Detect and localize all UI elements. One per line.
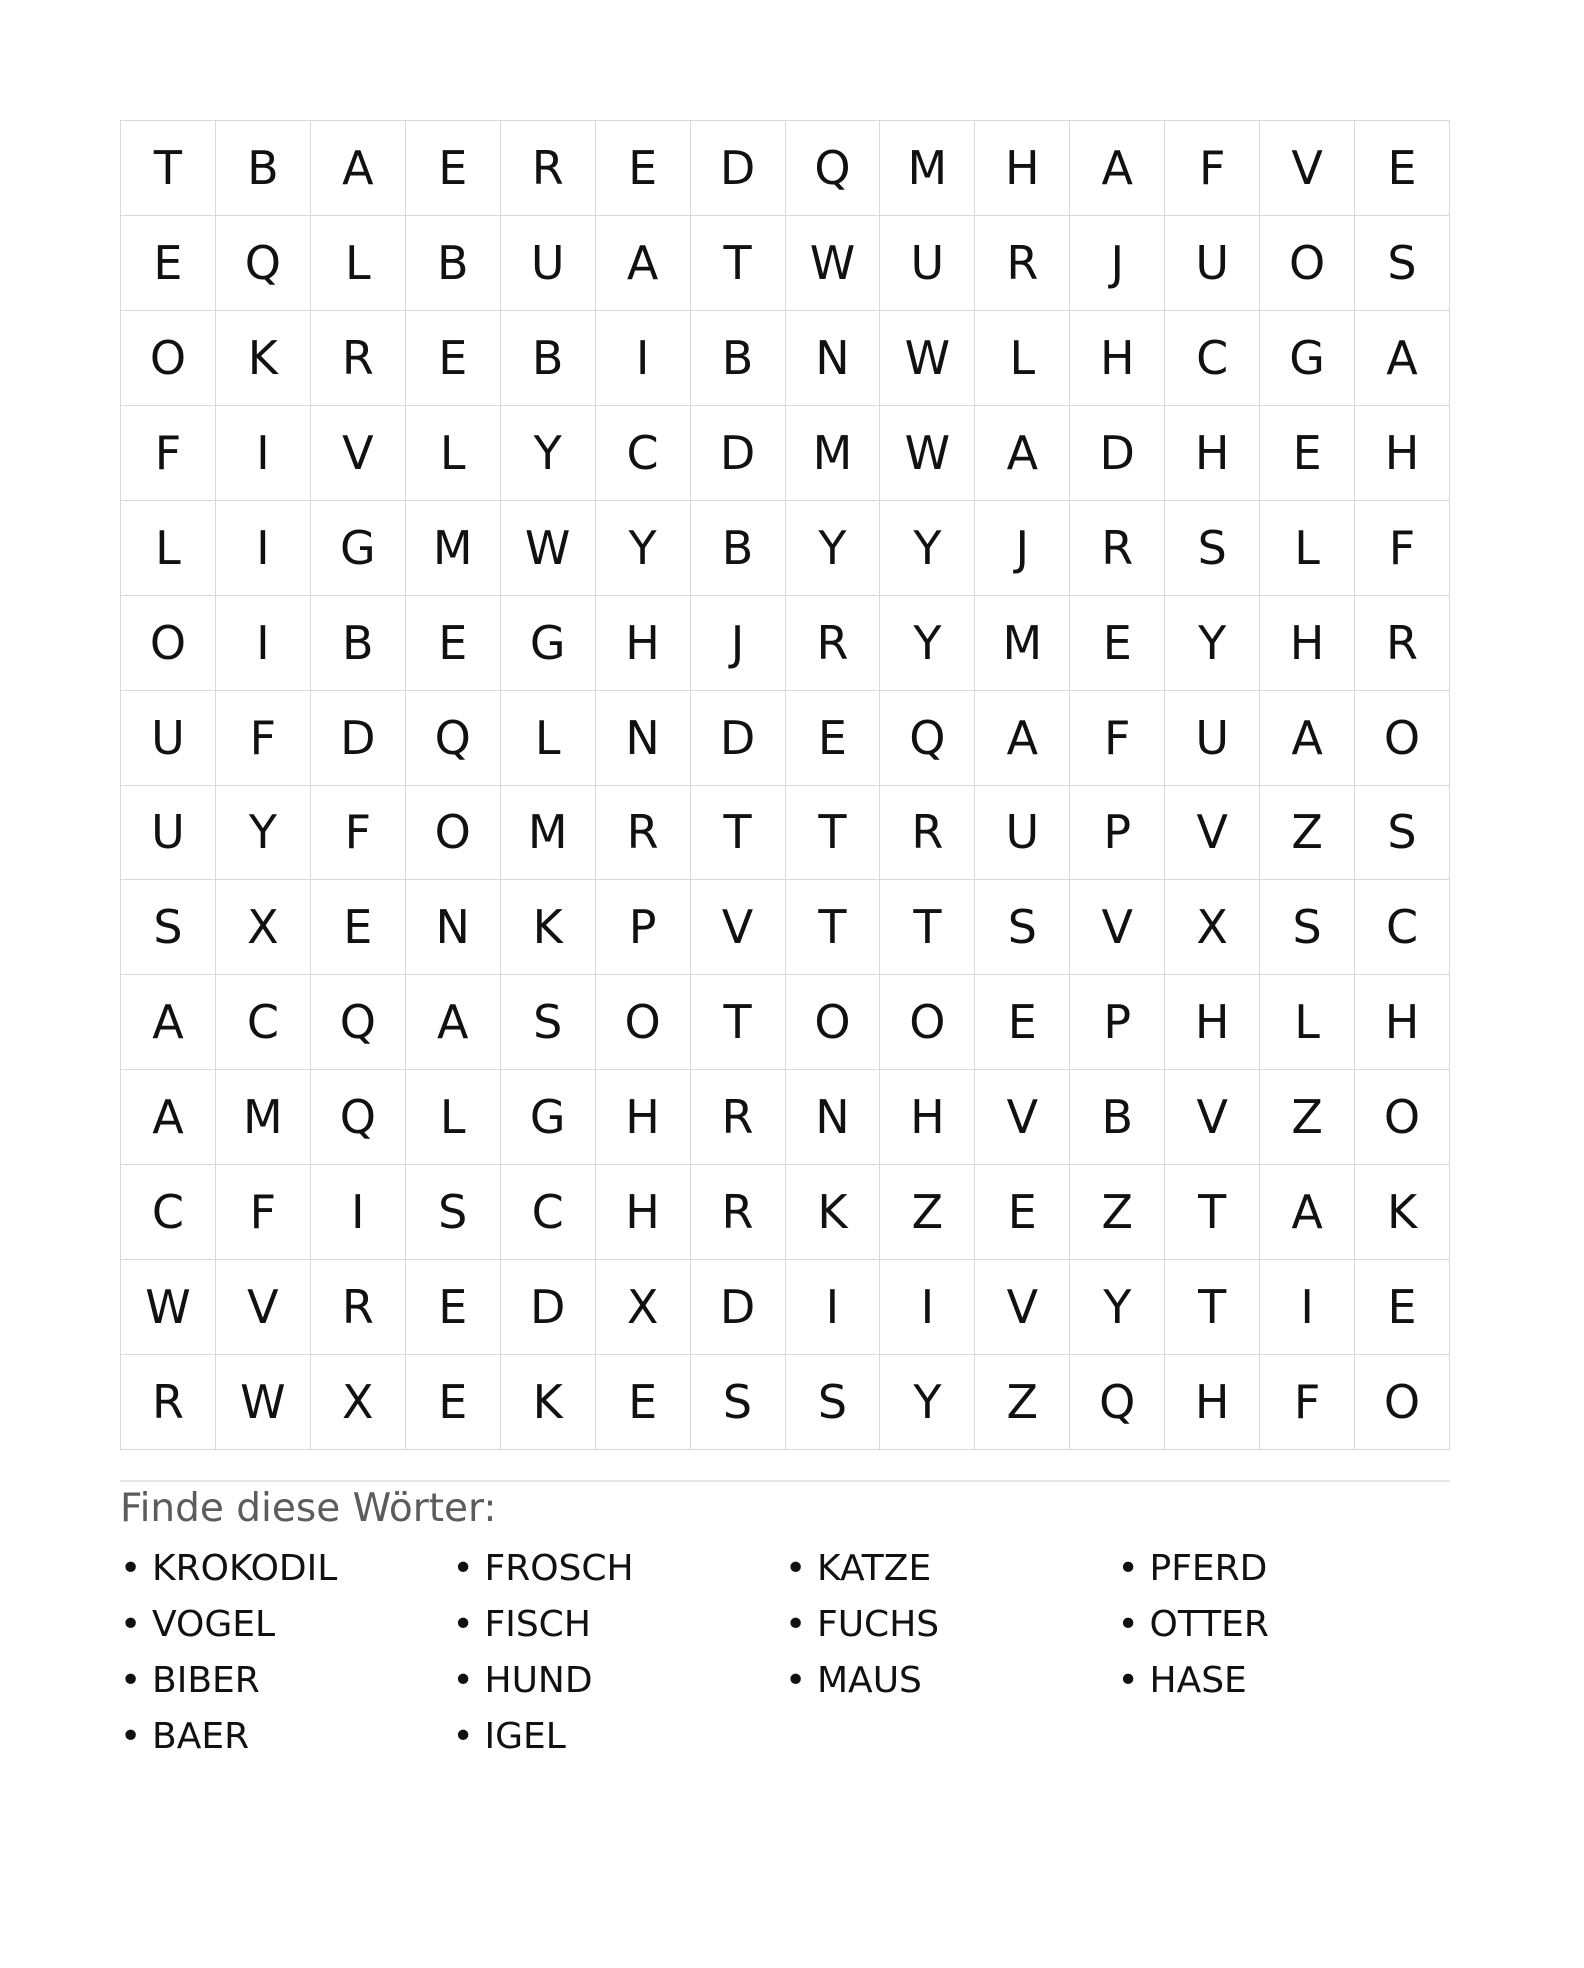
- grid-cell[interactable]: R: [786, 596, 881, 691]
- grid-cell[interactable]: E: [1070, 596, 1165, 691]
- grid-cell[interactable]: Y: [596, 501, 691, 596]
- grid-cell[interactable]: Y: [880, 596, 975, 691]
- word-label: HASE: [1149, 1660, 1247, 1701]
- grid-cell[interactable]: R: [501, 121, 596, 216]
- grid-cell[interactable]: F: [1165, 121, 1260, 216]
- grid-cell[interactable]: Y: [880, 1355, 975, 1450]
- grid-cell[interactable]: L: [311, 216, 406, 311]
- grid-cell[interactable]: S: [121, 880, 216, 975]
- grid-cell[interactable]: E: [786, 691, 881, 786]
- bullet-icon: •: [1117, 1604, 1139, 1645]
- bullet-icon: •: [120, 1548, 142, 1589]
- grid-cell[interactable]: F: [1070, 691, 1165, 786]
- grid-cell[interactable]: R: [121, 1355, 216, 1450]
- grid-cell[interactable]: X: [311, 1355, 406, 1450]
- grid-cell[interactable]: E: [596, 121, 691, 216]
- grid-cell[interactable]: D: [691, 406, 786, 501]
- grid-cell[interactable]: S: [691, 1355, 786, 1450]
- bullet-icon: •: [785, 1660, 807, 1701]
- grid-cell[interactable]: H: [1355, 975, 1450, 1070]
- grid-cell[interactable]: R: [596, 786, 691, 881]
- bullet-icon: •: [120, 1604, 142, 1645]
- grid-cell[interactable]: Z: [975, 1355, 1070, 1450]
- grid-cell[interactable]: E: [311, 880, 406, 975]
- grid-cell[interactable]: F: [1355, 501, 1450, 596]
- grid-cell[interactable]: V: [691, 880, 786, 975]
- grid-cell[interactable]: V: [1070, 880, 1165, 975]
- grid-cell[interactable]: D: [311, 691, 406, 786]
- grid-cell[interactable]: B: [501, 311, 596, 406]
- word-list-item: [453, 1597, 786, 1653]
- grid-cell[interactable]: R: [691, 1165, 786, 1260]
- grid-cell[interactable]: O: [1355, 691, 1450, 786]
- grid-cell[interactable]: Y: [216, 786, 311, 881]
- grid-cell[interactable]: E: [1355, 1260, 1450, 1355]
- grid-cell[interactable]: B: [406, 216, 501, 311]
- word-list-item: [120, 1541, 453, 1597]
- grid-cell[interactable]: T: [1165, 1260, 1260, 1355]
- grid-cell[interactable]: M: [975, 596, 1070, 691]
- grid-cell[interactable]: Q: [311, 1070, 406, 1165]
- grid-cell[interactable]: U: [880, 216, 975, 311]
- grid-cell[interactable]: J: [1070, 216, 1165, 311]
- grid-cell[interactable]: T: [691, 216, 786, 311]
- grid-cell[interactable]: B: [1070, 1070, 1165, 1165]
- grid-cell[interactable]: B: [216, 121, 311, 216]
- word-list-item: [120, 1653, 453, 1709]
- word-label: HUND: [484, 1660, 593, 1701]
- grid-cell[interactable]: E: [596, 1355, 691, 1450]
- grid-cell[interactable]: T: [121, 121, 216, 216]
- grid-cell[interactable]: G: [501, 1070, 596, 1165]
- bullet-icon: •: [452, 1716, 474, 1757]
- grid-cell[interactable]: Q: [216, 216, 311, 311]
- grid-cell[interactable]: O: [121, 311, 216, 406]
- grid-cell[interactable]: H: [596, 1070, 691, 1165]
- grid-cell[interactable]: Z: [880, 1165, 975, 1260]
- grid-cell[interactable]: E: [121, 216, 216, 311]
- grid-cell[interactable]: N: [786, 1070, 881, 1165]
- grid-cell[interactable]: H: [1165, 1355, 1260, 1450]
- grid-cell[interactable]: L: [121, 501, 216, 596]
- grid-cell[interactable]: Q: [406, 691, 501, 786]
- grid-cell[interactable]: A: [1355, 311, 1450, 406]
- grid-cell[interactable]: T: [1165, 1165, 1260, 1260]
- grid-cell[interactable]: U: [121, 691, 216, 786]
- grid-cell[interactable]: O: [1260, 216, 1355, 311]
- grid-cell[interactable]: K: [786, 1165, 881, 1260]
- bullet-icon: •: [120, 1660, 142, 1701]
- grid-cell[interactable]: C: [1355, 880, 1450, 975]
- word-list-item: [785, 1597, 1118, 1653]
- grid-cell[interactable]: O: [880, 975, 975, 1070]
- word-label: IGEL: [484, 1716, 566, 1757]
- bullet-icon: •: [120, 1716, 142, 1757]
- grid-cell[interactable]: X: [1165, 880, 1260, 975]
- grid-cell[interactable]: C: [1165, 311, 1260, 406]
- grid-cell[interactable]: Q: [311, 975, 406, 1070]
- grid-cell[interactable]: V: [311, 406, 406, 501]
- grid-cell[interactable]: A: [311, 121, 406, 216]
- grid-cell[interactable]: H: [1260, 596, 1355, 691]
- grid-cell[interactable]: P: [1070, 786, 1165, 881]
- grid-cell[interactable]: G: [311, 501, 406, 596]
- wordlist-heading: Finde diese Wörter:: [120, 1486, 497, 1531]
- word-list-item: [785, 1653, 1118, 1709]
- grid-cell[interactable]: D: [691, 121, 786, 216]
- grid-cell[interactable]: P: [596, 880, 691, 975]
- word-list-item: [1118, 1597, 1451, 1653]
- bullet-icon: •: [452, 1660, 474, 1701]
- word-list-item: [120, 1709, 453, 1765]
- grid-cell[interactable]: L: [975, 311, 1070, 406]
- grid-cell[interactable]: I: [216, 596, 311, 691]
- grid-cell[interactable]: Y: [786, 501, 881, 596]
- grid-cell[interactable]: A: [121, 975, 216, 1070]
- grid-cell[interactable]: R: [1070, 501, 1165, 596]
- grid-cell[interactable]: S: [406, 1165, 501, 1260]
- grid-cell[interactable]: T: [786, 880, 881, 975]
- grid-cell[interactable]: I: [786, 1260, 881, 1355]
- grid-cell[interactable]: Y: [1165, 596, 1260, 691]
- grid-cell[interactable]: R: [691, 1070, 786, 1165]
- grid-cell[interactable]: X: [216, 880, 311, 975]
- word-list-item: [1118, 1653, 1451, 1709]
- grid-cell[interactable]: H: [596, 1165, 691, 1260]
- grid-cell[interactable]: L: [406, 406, 501, 501]
- bullet-icon: •: [1117, 1548, 1139, 1589]
- grid-cell[interactable]: Z: [1260, 786, 1355, 881]
- grid-cell[interactable]: M: [786, 406, 881, 501]
- grid-cell[interactable]: L: [1260, 975, 1355, 1070]
- grid-cell[interactable]: D: [691, 1260, 786, 1355]
- grid-cell[interactable]: Y: [1070, 1260, 1165, 1355]
- grid-cell[interactable]: R: [1355, 596, 1450, 691]
- grid-cell[interactable]: T: [691, 786, 786, 881]
- grid-cell[interactable]: T: [691, 975, 786, 1070]
- grid-cell[interactable]: S: [1165, 501, 1260, 596]
- word-label: MAUS: [817, 1660, 922, 1701]
- grid-cell[interactable]: I: [880, 1260, 975, 1355]
- grid-cell[interactable]: O: [786, 975, 881, 1070]
- word-label: FISCH: [484, 1604, 591, 1645]
- grid-cell[interactable]: C: [596, 406, 691, 501]
- grid-cell[interactable]: P: [1070, 975, 1165, 1070]
- grid-cell[interactable]: R: [311, 1260, 406, 1355]
- grid-cell[interactable]: O: [1355, 1070, 1450, 1165]
- divider: [120, 1480, 1450, 1482]
- grid-cell[interactable]: H: [975, 121, 1070, 216]
- grid-cell[interactable]: N: [596, 691, 691, 786]
- grid-cell[interactable]: A: [975, 406, 1070, 501]
- grid-cell[interactable]: S: [1355, 786, 1450, 881]
- grid-cell[interactable]: F: [216, 1165, 311, 1260]
- grid-cell[interactable]: W: [501, 501, 596, 596]
- word-list-item: [785, 1541, 1118, 1597]
- grid-cell[interactable]: E: [406, 1260, 501, 1355]
- grid-cell[interactable]: R: [975, 216, 1070, 311]
- grid-cell[interactable]: E: [1355, 121, 1450, 216]
- grid-cell[interactable]: V: [1165, 1070, 1260, 1165]
- word-list-item: [1118, 1541, 1451, 1597]
- grid-cell[interactable]: Q: [1070, 1355, 1165, 1450]
- grid-cell[interactable]: F: [216, 691, 311, 786]
- word-label: BIBER: [152, 1660, 260, 1701]
- grid-cell[interactable]: Q: [786, 121, 881, 216]
- grid-cell[interactable]: S: [975, 880, 1070, 975]
- grid-cell[interactable]: K: [501, 1355, 596, 1450]
- grid-cell[interactable]: H: [1165, 406, 1260, 501]
- grid-cell[interactable]: F: [121, 406, 216, 501]
- grid-cell[interactable]: L: [406, 1070, 501, 1165]
- bullet-icon: •: [452, 1604, 474, 1645]
- grid-cell[interactable]: E: [406, 596, 501, 691]
- grid-cell[interactable]: G: [501, 596, 596, 691]
- bullet-icon: •: [452, 1548, 474, 1589]
- word-list-item: [453, 1541, 786, 1597]
- grid-cell[interactable]: A: [1070, 121, 1165, 216]
- grid-cell[interactable]: H: [596, 596, 691, 691]
- grid-cell[interactable]: F: [311, 786, 406, 881]
- grid-cell[interactable]: M: [216, 1070, 311, 1165]
- grid-cell[interactable]: A: [596, 216, 691, 311]
- grid-cell[interactable]: C: [501, 1165, 596, 1260]
- grid-cell[interactable]: O: [596, 975, 691, 1070]
- bullet-icon: •: [1117, 1660, 1139, 1701]
- grid-cell[interactable]: Z: [1070, 1165, 1165, 1260]
- letter-grid: [120, 120, 1450, 1450]
- grid-cell[interactable]: Q: [880, 691, 975, 786]
- grid-cell[interactable]: D: [691, 691, 786, 786]
- grid-cell[interactable]: V: [975, 1260, 1070, 1355]
- grid-cell[interactable]: V: [1165, 786, 1260, 881]
- grid-cell[interactable]: W: [121, 1260, 216, 1355]
- grid-cell[interactable]: A: [121, 1070, 216, 1165]
- word-list-item: [453, 1653, 786, 1709]
- grid-cell[interactable]: J: [691, 596, 786, 691]
- grid-cell[interactable]: I: [596, 311, 691, 406]
- grid-cell[interactable]: H: [1355, 406, 1450, 501]
- grid-cell[interactable]: M: [406, 501, 501, 596]
- grid-cell[interactable]: A: [975, 691, 1070, 786]
- grid-cell[interactable]: O: [406, 786, 501, 881]
- grid-cell[interactable]: V: [1260, 121, 1355, 216]
- grid-cell[interactable]: L: [1260, 501, 1355, 596]
- word-label: VOGEL: [152, 1604, 276, 1645]
- grid-cell[interactable]: O: [121, 596, 216, 691]
- grid-cell[interactable]: D: [501, 1260, 596, 1355]
- grid-cell[interactable]: R: [880, 786, 975, 881]
- grid-cell[interactable]: T: [786, 786, 881, 881]
- grid-cell[interactable]: U: [501, 216, 596, 311]
- grid-cell[interactable]: E: [406, 311, 501, 406]
- grid-cell[interactable]: W: [880, 311, 975, 406]
- grid-cell[interactable]: E: [975, 1165, 1070, 1260]
- grid-cell[interactable]: T: [880, 880, 975, 975]
- grid-cell[interactable]: G: [1260, 311, 1355, 406]
- grid-cell[interactable]: C: [121, 1165, 216, 1260]
- word-list-item: [453, 1709, 786, 1765]
- grid-cell[interactable]: E: [406, 1355, 501, 1450]
- grid-cell[interactable]: S: [501, 975, 596, 1070]
- grid-cell[interactable]: V: [216, 1260, 311, 1355]
- word-list: [120, 1541, 1450, 1765]
- grid-cell[interactable]: I: [216, 406, 311, 501]
- word-label: KROKODIL: [152, 1548, 338, 1589]
- grid-cell[interactable]: B: [691, 311, 786, 406]
- grid-cell[interactable]: Y: [501, 406, 596, 501]
- grid-cell[interactable]: H: [1070, 311, 1165, 406]
- word-label: KATZE: [817, 1548, 932, 1589]
- grid-cell[interactable]: R: [311, 311, 406, 406]
- grid-cell[interactable]: K: [216, 311, 311, 406]
- bullet-icon: •: [785, 1548, 807, 1589]
- grid-cell[interactable]: Y: [880, 501, 975, 596]
- grid-cell[interactable]: A: [406, 975, 501, 1070]
- word-label: FROSCH: [484, 1548, 634, 1589]
- word-label: PFERD: [1149, 1548, 1268, 1589]
- grid-cell[interactable]: S: [1355, 216, 1450, 311]
- grid-cell[interactable]: S: [1260, 880, 1355, 975]
- grid-cell[interactable]: B: [691, 501, 786, 596]
- grid-cell[interactable]: C: [216, 975, 311, 1070]
- grid-cell[interactable]: U: [121, 786, 216, 881]
- grid-cell[interactable]: W: [786, 216, 881, 311]
- grid-cell[interactable]: B: [311, 596, 406, 691]
- grid-cell[interactable]: H: [880, 1070, 975, 1165]
- grid-cell[interactable]: E: [1260, 406, 1355, 501]
- grid-cell[interactable]: F: [1260, 1355, 1355, 1450]
- grid-cell[interactable]: M: [501, 786, 596, 881]
- grid-cell[interactable]: E: [975, 975, 1070, 1070]
- grid-cell[interactable]: W: [880, 406, 975, 501]
- word-list-item: [120, 1597, 453, 1653]
- grid-cell[interactable]: U: [1165, 691, 1260, 786]
- grid-cell[interactable]: N: [406, 880, 501, 975]
- bullet-icon: •: [785, 1604, 807, 1645]
- grid-cell[interactable]: U: [975, 786, 1070, 881]
- grid-cell[interactable]: A: [1260, 1165, 1355, 1260]
- grid-cell[interactable]: W: [216, 1355, 311, 1450]
- grid-cell[interactable]: O: [1355, 1355, 1450, 1450]
- grid-cell[interactable]: V: [975, 1070, 1070, 1165]
- grid-cell[interactable]: J: [975, 501, 1070, 596]
- grid-cell[interactable]: I: [1260, 1260, 1355, 1355]
- grid-cell[interactable]: X: [596, 1260, 691, 1355]
- grid-cell[interactable]: D: [1070, 406, 1165, 501]
- grid-cell[interactable]: S: [786, 1355, 881, 1450]
- grid-cell[interactable]: I: [311, 1165, 406, 1260]
- grid-cell[interactable]: M: [880, 121, 975, 216]
- grid-cell[interactable]: N: [786, 311, 881, 406]
- word-label: BAER: [152, 1716, 250, 1757]
- grid-cell[interactable]: E: [406, 121, 501, 216]
- grid-cell[interactable]: H: [1165, 975, 1260, 1070]
- word-label: OTTER: [1149, 1604, 1269, 1645]
- grid-cell[interactable]: K: [501, 880, 596, 975]
- grid-cell[interactable]: Z: [1260, 1070, 1355, 1165]
- grid-cell[interactable]: L: [501, 691, 596, 786]
- grid-cell[interactable]: U: [1165, 216, 1260, 311]
- grid-cell[interactable]: K: [1355, 1165, 1450, 1260]
- word-label: FUCHS: [817, 1604, 940, 1645]
- grid-cell[interactable]: A: [1260, 691, 1355, 786]
- grid-cell[interactable]: I: [216, 501, 311, 596]
